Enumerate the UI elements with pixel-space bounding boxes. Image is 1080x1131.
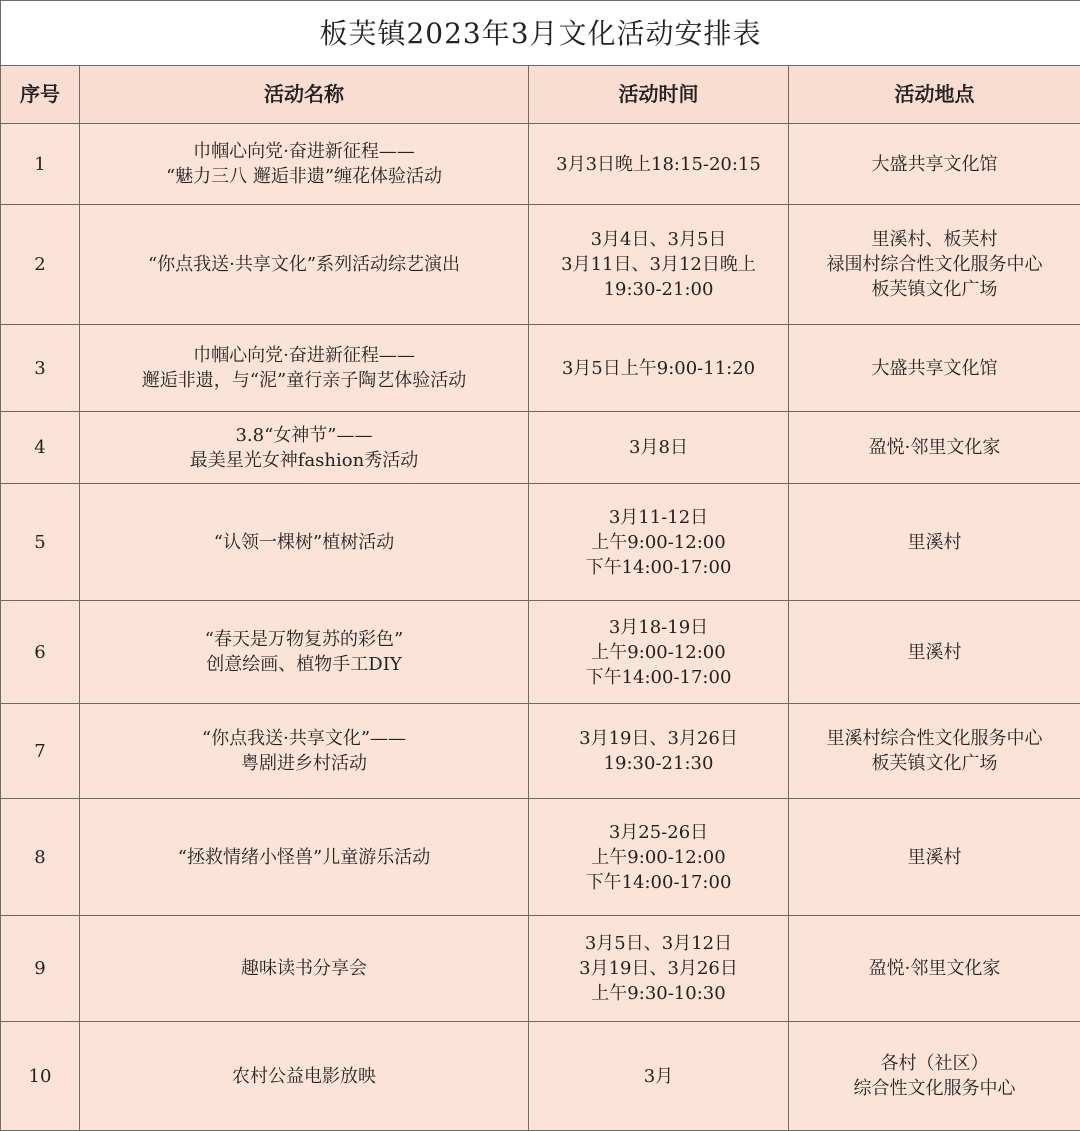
row-index: 9 (1, 916, 80, 1022)
table-row (1, 484, 1080, 601)
row-place (789, 124, 1080, 205)
row-time (529, 601, 789, 704)
row-name-line: “认领一棵树”植树活动 (84, 530, 524, 555)
row-time-line: 下午14:00-17:00 (533, 555, 784, 580)
row-place-line: 大盛共享文化馆 (793, 152, 1076, 177)
row-time (529, 916, 789, 1022)
header-row (1, 66, 1080, 124)
row-place-line: 里溪村综合性文化服务中心 (793, 726, 1076, 751)
row-time-line: 3月4日、3月5日 (533, 227, 784, 252)
row-name-line: 巾帼心向党·奋进新征程—— (84, 139, 524, 164)
row-name (80, 412, 529, 484)
row-index: 1 (1, 124, 80, 205)
row-name-line: 最美星光女神fashion秀活动 (84, 448, 524, 473)
row-name-line: “春天是万物复苏的彩色” (84, 627, 524, 652)
row-time-line: 3月5日上午9:00-11:20 (533, 356, 784, 381)
row-time-line: 3月3日晚上18:15-20:15 (533, 152, 784, 177)
row-time (529, 799, 789, 916)
row-name (80, 704, 529, 799)
row-time-line: 3月8日 (533, 435, 784, 460)
row-place (789, 704, 1080, 799)
row-place (789, 412, 1080, 484)
row-name (80, 799, 529, 916)
row-name-line: “拯救情绪小怪兽”儿童游乐活动 (84, 845, 524, 870)
row-index: 6 (1, 601, 80, 704)
row-index: 5 (1, 484, 80, 601)
row-place-line: 里溪村 (793, 530, 1076, 555)
row-time (529, 124, 789, 205)
row-place-line: 里溪村、板芙村 (793, 227, 1076, 252)
row-place-line: 综合性文化服务中心 (793, 1076, 1076, 1101)
row-place-line: 盈悦·邻里文化家 (793, 435, 1076, 460)
row-time-line: 19:30-21:00 (533, 277, 784, 302)
row-place-line: 禄围村综合性文化服务中心 (793, 252, 1076, 277)
table-row (1, 325, 1080, 412)
row-place (789, 916, 1080, 1022)
row-time (529, 325, 789, 412)
row-time-line: 3月19日、3月26日 (533, 726, 784, 751)
row-time-line: 19:30-21:30 (533, 751, 784, 776)
row-time-line: 下午14:00-17:00 (533, 870, 784, 895)
table-row (1, 1022, 1080, 1131)
row-name-line: 创意绘画、植物手工DIY (84, 652, 524, 677)
row-name (80, 325, 529, 412)
row-place (789, 205, 1080, 325)
row-name-line: 邂逅非遗，与“泥”童行亲子陶艺体验活动 (84, 368, 524, 393)
row-index: 2 (1, 205, 80, 325)
row-name-line: 巾帼心向党·奋进新征程—— (84, 343, 524, 368)
row-name (80, 484, 529, 601)
table-row (1, 205, 1080, 325)
row-time-line: 上午9:00-12:00 (533, 845, 784, 870)
row-time-line: 下午14:00-17:00 (533, 665, 784, 690)
row-time-line: 上午9:00-12:00 (533, 640, 784, 665)
row-name (80, 124, 529, 205)
row-time-line: 3月25-26日 (533, 820, 784, 845)
row-place-line: 里溪村 (793, 845, 1076, 870)
row-name (80, 601, 529, 704)
row-place (789, 1022, 1080, 1131)
header-index: 序号 (1, 66, 80, 124)
row-time-line: 3月11日、3月12日晚上 (533, 252, 784, 277)
header-place: 活动地点 (789, 66, 1080, 124)
header-time: 活动时间 (529, 66, 789, 124)
table-row (1, 601, 1080, 704)
row-index: 4 (1, 412, 80, 484)
row-time-line: 上午9:00-12:00 (533, 530, 784, 555)
row-time (529, 484, 789, 601)
row-index: 3 (1, 325, 80, 412)
row-name (80, 1022, 529, 1131)
row-time-line: 3月18-19日 (533, 615, 784, 640)
row-place (789, 325, 1080, 412)
header-name: 活动名称 (80, 66, 529, 124)
table-row (1, 412, 1080, 484)
row-time-line: 3月5日、3月12日 (533, 931, 784, 956)
row-time (529, 205, 789, 325)
row-time (529, 412, 789, 484)
row-name-line: 3.8“女神节”—— (84, 423, 524, 448)
row-time (529, 704, 789, 799)
row-name-line: 粤剧进乡村活动 (84, 751, 524, 776)
row-name-line: “你点我送·共享文化”系列活动综艺演出 (84, 252, 524, 277)
table-title: 板芙镇2023年3月文化活动安排表 (1, 1, 1080, 66)
row-place-line: 里溪村 (793, 640, 1076, 665)
table-row (1, 704, 1080, 799)
row-place-line: 板芙镇文化广场 (793, 277, 1076, 302)
row-name (80, 916, 529, 1022)
row-time-line: 3月19日、3月26日 (533, 956, 784, 981)
table-row (1, 799, 1080, 916)
row-name-line: 农村公益电影放映 (84, 1064, 524, 1089)
row-name (80, 205, 529, 325)
table-row (1, 916, 1080, 1022)
row-index: 7 (1, 704, 80, 799)
row-name-line: 趣味读书分享会 (84, 956, 524, 981)
row-place (789, 799, 1080, 916)
row-name-line: “魅力三八 邂逅非遗”缠花体验活动 (84, 164, 524, 189)
row-time-line: 3月11-12日 (533, 505, 784, 530)
row-place (789, 601, 1080, 704)
row-place-line: 板芙镇文化广场 (793, 751, 1076, 776)
row-name-line: “你点我送·共享文化”—— (84, 726, 524, 751)
row-time-line: 上午9:30-10:30 (533, 981, 784, 1006)
row-index: 10 (1, 1022, 80, 1131)
row-place-line: 盈悦·邻里文化家 (793, 956, 1076, 981)
row-place-line: 大盛共享文化馆 (793, 356, 1076, 381)
row-place-line: 各村（社区） (793, 1051, 1076, 1076)
row-place (789, 484, 1080, 601)
row-time-line: 3月 (533, 1064, 784, 1089)
row-index: 8 (1, 799, 80, 916)
table-row (1, 124, 1080, 205)
row-time (529, 1022, 789, 1131)
